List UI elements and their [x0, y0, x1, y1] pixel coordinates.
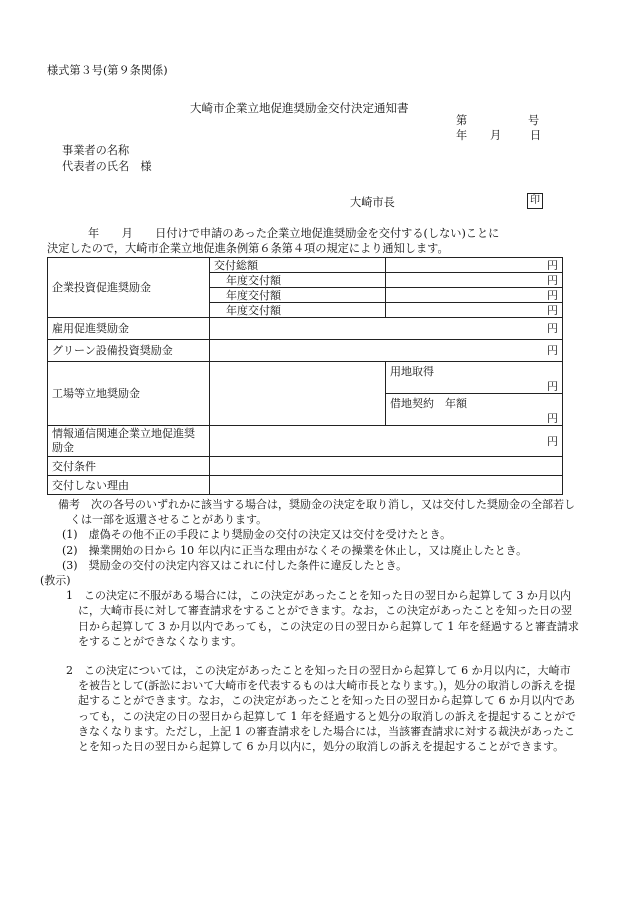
business-name-label: 事業者の名称 — [62, 144, 130, 157]
land-acquisition-yen: 円 — [547, 380, 558, 393]
conditions-label: 交付条件 — [48, 457, 210, 476]
form-number: 様式第３号(第９条関係) — [47, 64, 168, 77]
total-yen: 円 — [386, 258, 563, 273]
annual-yen-2: 円 — [386, 288, 563, 303]
green-label: グリーン設備投資奨励金 — [48, 340, 210, 362]
intro-line-1: 年 月 日付けで申請のあった企業立地促進奨励金を交付する(しない)ことに — [88, 227, 500, 240]
date-year: 年 — [456, 129, 468, 142]
representative-label: 代表者の氏名 様 — [62, 160, 152, 173]
conditions-value — [210, 457, 563, 476]
land-acquisition-cell — [386, 362, 563, 394]
notes-section — [40, 497, 580, 754]
instruction-item-1: 1 この決定に不服がある場合には，この決定があったことを知った日の翌日から起算して 3 か月以内に，大崎市長に対して審査請求をすることができます。なお，この決定があったことを知った日の翌日から起算して 3 か月以内であっても，この決定の日の翌日から起算して 1 年を経過すると審査請求をすることができなくなります。 — [66, 589, 579, 648]
doc-number-go: 号 — [528, 114, 540, 127]
ict-yen: 円 — [210, 426, 563, 457]
grant-table — [47, 257, 563, 495]
annual-label-2: 年度交付額 — [210, 288, 386, 303]
intro-line-2: 決定したので，大崎市企業立地促進条例第６条第４項の規定により通知します。 — [47, 242, 449, 255]
remarks-intro: 備考 次の各号のいずれかに該当する場合は，奨励金の決定を取り消し，又は交付した奨励金の全部若しくは一部を返還させることがあります。 — [58, 498, 575, 527]
date-day: 日 — [530, 129, 542, 142]
issuer-name: 大崎市長 — [350, 196, 395, 209]
land-lease-label: 借地契約 年額 — [390, 397, 467, 410]
annual-label-3: 年度交付額 — [210, 303, 386, 318]
annual-yen-3: 円 — [386, 303, 563, 318]
factory-blank — [210, 362, 386, 426]
employment-label: 雇用促進奨励金 — [48, 318, 210, 340]
no-grant-reason-value — [210, 476, 563, 495]
annual-yen-1: 円 — [386, 273, 563, 288]
remarks-item-2: (2) 操業開始の日から 10 年以内に正当な理由がなくその操業を休止し，又は廃止したとき。 — [62, 543, 528, 557]
doc-number-dai: 第 — [456, 114, 468, 127]
document-title: 大崎市企業立地促進奨励金交付決定通知書 — [190, 101, 409, 115]
annual-label-1: 年度交付額 — [210, 273, 386, 288]
remarks-item-1: (1) 虚偽その他不正の手段により奨励金の交付の決定又は交付を受けたとき。 — [62, 528, 452, 542]
no-grant-reason-label: 交付しない理由 — [48, 476, 210, 495]
ict-label: 情報通信関連企業立地促進奨励金 — [48, 426, 210, 457]
instruction-header: (教示) — [40, 574, 71, 588]
land-lease-yen: 円 — [547, 412, 558, 425]
factory-label: 工場等立地奨励金 — [48, 362, 210, 426]
land-lease-cell — [386, 394, 563, 426]
date-month: 月 — [490, 129, 502, 142]
employment-yen: 円 — [210, 318, 563, 340]
investment-label: 企業投資促進奨励金 — [48, 258, 210, 318]
seal-mark: 印 — [527, 193, 543, 209]
green-yen: 円 — [210, 340, 563, 362]
remarks-item-3: (3) 奨励金の交付の決定内容又はこれに付した条件に違反したとき。 — [62, 558, 408, 572]
land-acquisition-label: 用地取得 — [390, 365, 434, 378]
instruction-item-2: 2 この決定については，この決定があったことを知った日の翌日から起算して 6 か月以内に，大崎市を被告として(訴訟において大崎市を代表するものは大崎市長となります。)，処分の取消しの訴えを提起することができます。なお，この決定があったことを知った日の翌日から起算して 6 か月以内であっても，この決定の日の翌日から起算して 1 年を経過すると処分の取消しの訴えを提起することができなくなります。ただし，上記 1 の審査請求をした場合には，当該審査請求に対する裁決があったことを知った日の翌日から起算して 6 か月以内に，処分の取消しの訴えを提起することができます。 — [66, 664, 576, 754]
total-label: 交付総額 — [210, 258, 386, 273]
